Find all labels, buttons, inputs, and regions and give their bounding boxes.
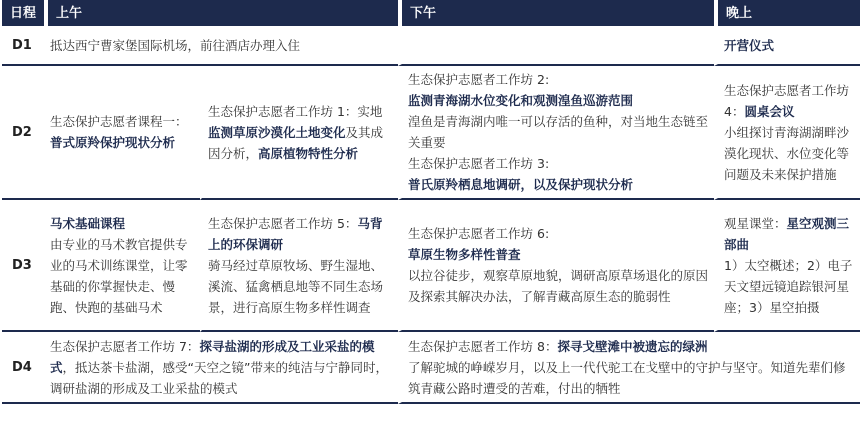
table-row: [2, 200, 860, 332]
morning-b-text: 生态保护志愿者工作坊 1：实地: [208, 103, 383, 119]
morning-a-text: 由专业的马术教官提供专业的马术训练课堂，让零基础的你掌握快走、慢跑、快跑的基础马术: [50, 236, 188, 315]
morning-cell-b: [200, 200, 398, 332]
morning-bold: 探寻盐湖的形成及工业采盐的模式: [50, 338, 375, 375]
evening-cell: [714, 66, 860, 200]
evening-text: 生态保护志愿者工作坊 4：: [724, 82, 850, 119]
morning-text: 生态保护志愿者工作坊 7：: [50, 338, 200, 354]
evening-bold: 圆桌会议: [744, 103, 795, 119]
header-afternoon: 下午: [398, 0, 714, 26]
evening-cell: [714, 200, 860, 332]
evening-text: 观星课堂：: [724, 215, 787, 231]
afternoon-text-2: 了解驼城的峥嵘岁月，以及上一代代驼工在戈壁中的守护与坚守。知道先辈们修筑青藏公路时遭受的苦难，付出的牺牲: [408, 359, 846, 396]
afternoon-text-2: 湟鱼是青海湖内唯一可以存活的鱼种，对当地生态链至关重要: [408, 114, 709, 150]
morning-cell: [44, 26, 398, 66]
evening-cell: [714, 26, 860, 66]
evening-text-2: 小组探讨青海湖湖畔沙漠化现状、水位变化等问题及未来保护措施: [724, 124, 850, 182]
afternoon-text: 生态保护志愿者工作坊 6:: [408, 226, 550, 241]
morning-cell-b: [200, 66, 398, 200]
afternoon-cell: [398, 200, 714, 332]
afternoon-text-3: 生态保护志愿者工作坊 3:: [408, 156, 550, 171]
morning-text-2: ，抵达茶卡盐湖，感受“天空之镜”带来的纯洁与宁静同时，调研盐湖的形成及工业采盐的模式: [50, 359, 388, 396]
header-evening: 晚上: [714, 0, 860, 26]
table-row: [2, 66, 860, 200]
evening-text-2: 1）太空概述；2）电子天文望远镜追踪银河星座；3）星空拍摄: [724, 257, 853, 315]
morning-b-bold: 马背上的环保调研: [208, 215, 383, 252]
day-label: D3: [2, 200, 44, 332]
afternoon-cell: [398, 66, 714, 200]
morning-b-text-2: 骑马经过草原牧场、野生湿地、溪流、猛禽栖息地等不同生态场景，进行高原生物多样性调查: [208, 257, 384, 315]
morning-a-bold: 普式原羚保护现状分析: [50, 135, 176, 150]
itinerary-table: [2, 0, 860, 404]
afternoon-bold-2: 普氏原羚栖息地调研，以及保护现状分析: [408, 177, 634, 192]
morning-b-bold-2: 高原植物特性分析: [258, 145, 359, 161]
morning-a-text: 生态保护志愿者课程一：: [50, 114, 188, 129]
morning-b-text-2: 及其成因分析，: [208, 124, 384, 161]
header-row: [2, 0, 860, 26]
afternoon-cell: [398, 26, 714, 66]
day-label: D4: [2, 332, 44, 404]
afternoon-cell: [398, 332, 860, 404]
morning-b-text: 生态保护志愿者工作坊 5：: [208, 215, 358, 231]
evening-text: 开营仪式: [724, 37, 775, 53]
header-morning: 上午: [44, 0, 398, 26]
afternoon-bold: 探寻戈壁滩中被遗忘的绿洲: [557, 338, 708, 354]
evening-bold: 星空观测三部曲: [724, 215, 850, 252]
morning-text: 抵达西宁曹家堡国际机场，前往酒店办理入住: [50, 37, 301, 53]
afternoon-text: 生态保护志愿者工作坊 8：: [408, 338, 558, 354]
afternoon-bold: 草原生物多样性普查: [408, 247, 521, 262]
morning-cell-a: [44, 200, 200, 332]
table-row: [2, 26, 860, 66]
afternoon-bold: 监测青海湖水位变化和观测湟鱼巡游范围: [408, 93, 634, 108]
morning-b-bold: 监测草原沙漠化土地变化: [208, 124, 346, 140]
day-label: D1: [2, 26, 44, 66]
header-day: 日程: [2, 0, 44, 26]
afternoon-text: 生态保护志愿者工作坊 2:: [408, 72, 550, 87]
morning-a-bold: 马术基础课程: [50, 215, 126, 231]
day-label: D2: [2, 66, 44, 200]
afternoon-text-2: 以拉谷徒步，观察草原地貌，调研高原草场退化的原因及探索其解决办法，了解青藏高原生态的脆弱性: [408, 268, 709, 304]
table-row: [2, 332, 860, 404]
morning-cell-a: [44, 66, 200, 200]
morning-cell: [44, 332, 398, 404]
